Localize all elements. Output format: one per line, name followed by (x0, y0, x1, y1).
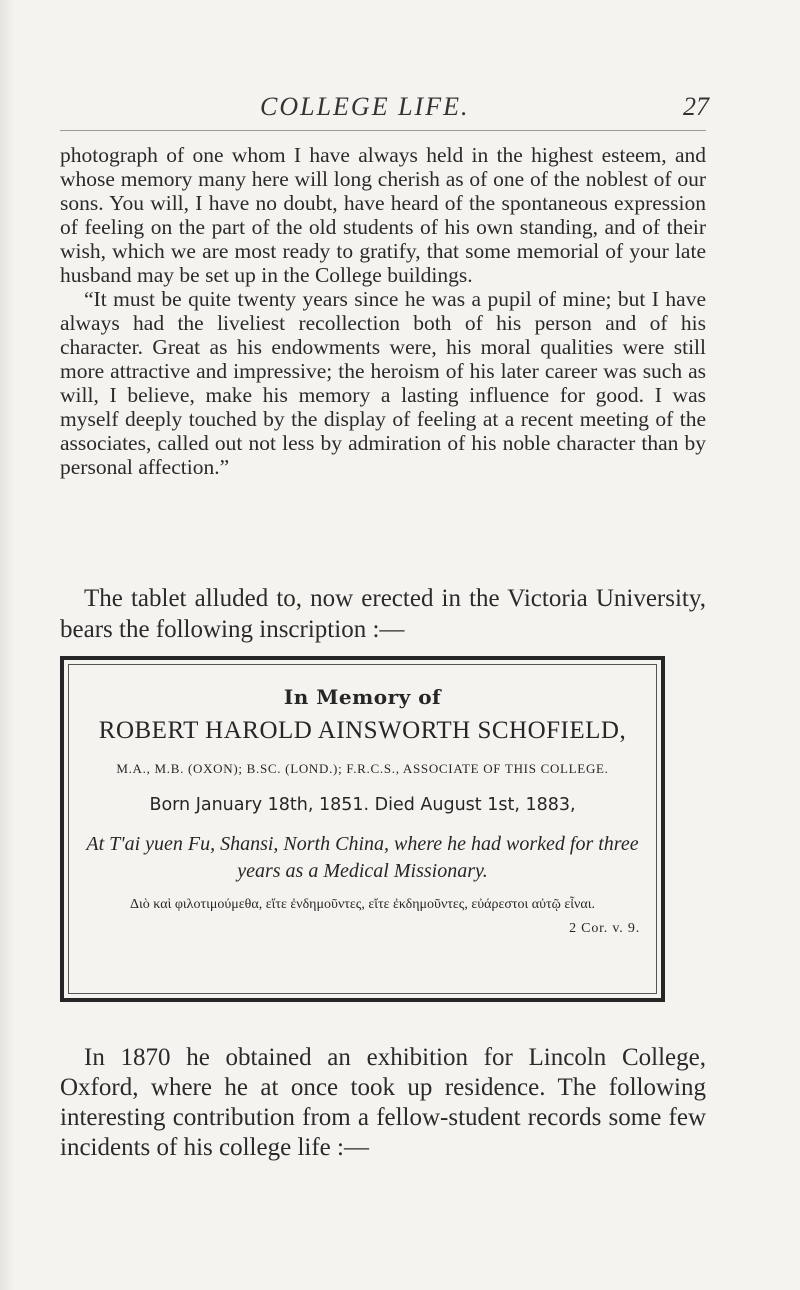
letter-text (60, 143, 706, 479)
inscription-intro (60, 583, 706, 645)
tablet-name: ROBERT HAROLD AINSWORTH SCHOFIELD, (98, 717, 627, 744)
memorial-tablet (60, 656, 665, 1002)
closing-paragraph: In 1870 he obtained an exhibition for Lincoln College, Oxford, where he at once took up residence. The following interesting contribution from a fellow-student records some few incidents of his college life :— (60, 1044, 706, 1161)
tablet-dates: Born January 18th, 1851. Died August 1st, 1883, (149, 795, 576, 815)
tablet-scripture-reference: 2 Cor. v. 9. (569, 921, 640, 936)
page-number: 27 (683, 92, 709, 121)
tablet-degrees: M.A., M.B. (OXON); B.SC. (LOND.); F.R.C.S., ASSOCIATE OF THIS COLLEGE. (116, 761, 609, 776)
header-rule (60, 130, 706, 131)
tablet-heading: In Memory of (283, 685, 442, 709)
letter-paragraph: photograph of one whom I have always held in the highest esteem, and whose memory many here will long cherish as of one of the noblest of our sons. You will, I have no doubt, have heard of the spontaneous expression of feeling on the part of the old students of his own standing, and of their wish, which we are most ready to gratify, that some memorial of your late husband may be set up in the College buildings. (60, 143, 706, 287)
running-head-title: COLLEGE LIFE. (260, 92, 470, 121)
intro-paragraph: The tablet alluded to, now erected in the Victoria University, bears the following inscription :— (60, 585, 706, 643)
tablet-inner-border (68, 664, 657, 994)
letter-paragraph: “It must be quite twenty years since he was a pupil of mine; but I have always had the liveliest recollection both of his person and of his character. Great as his endowments were, his moral qualities were still more attractive and impressive; the heroism of his later career was such as will, I believe, make his memory a lasting influence for good. I was myself deeply touched by the display of feeling at a recent meeting of the associates, called out not less by admiration of his noble character than by personal affection.” (60, 287, 706, 479)
tablet-greek-verse: Διὸ καὶ φιλοτιμούμεθα, εἴτε ἐνδημοῦντες, εἴτε ἐκδημοῦντες, εὐάρεστοι αὐτῷ εἶναι. (130, 897, 595, 912)
closing-text (60, 1043, 706, 1163)
page-binding-edge (0, 0, 14, 1290)
tablet-place: At T'ai yuen Fu, Shansi, North China, where he had worked for three years as a Medical Missionary. (86, 833, 639, 882)
